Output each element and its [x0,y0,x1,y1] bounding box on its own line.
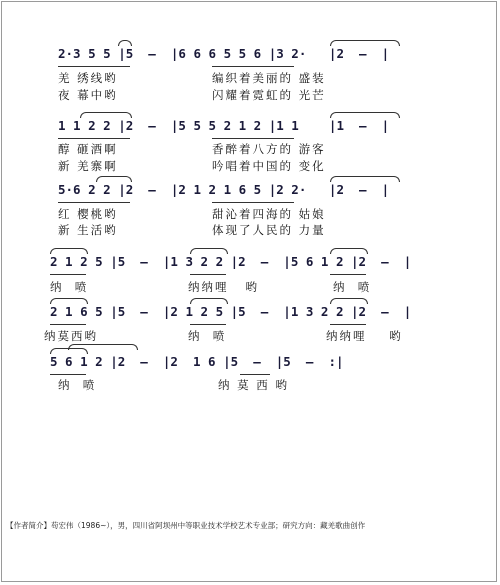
slur [330,248,368,254]
underline-beam [50,274,86,275]
lyric-line-2a-2: 香醉着八方的 游客 [212,142,326,156]
underline-beam [58,66,130,67]
notation-row-5: 2 1 6 5 |5 – |2 1 2 5 |5 – |1 3 2 2 |2 – | [50,304,412,319]
lyric-line-5-3: 纳纳哩 哟 [326,329,403,343]
lyric-line-2b: 新 羌寨啊 [58,159,118,173]
lyric-line-3a-2: 甜沁着四海的 姑娘 [212,207,326,221]
slur [80,112,132,118]
slur [118,40,132,46]
underline-beam [58,202,130,203]
slur [330,40,400,46]
lyric-line-2b-2: 吟唱着中国的 变化 [212,159,326,173]
underline-beam [212,66,294,67]
lyric-line-4-1: 纳 喷 [50,280,89,294]
slur [96,176,132,182]
slur [50,248,88,254]
lyric-line-6-1: 纳 喷 [58,378,97,392]
lyric-line-5-1: 纳莫西哟 [44,329,98,343]
underline-beam [240,374,270,375]
underline-beam [330,274,366,275]
slur [190,248,228,254]
lyric-line-1b-2: 闪耀着霓虹的 光芒 [212,88,326,102]
slur [190,298,228,304]
notation-row-4: 2 1 2 5 |5 – |1 3 2 2 |2 – |5 6 1 2 |2 – | [50,254,412,269]
lyric-line-4-2: 纳纳哩 哟 [188,280,259,294]
lyric-line-6-2: 纳 莫 西 哟 [218,378,289,392]
notation-row-2: 1 1 2 2 |2 – |5 5 5 2 1 2 |1 1 |1 – | [58,118,390,133]
notation-row-6: 5 6 1 2 |2 – |2 1 6 |5 – |5 – :| [50,354,344,369]
slur [330,298,368,304]
underline-beam [212,202,294,203]
lyric-line-4-3: 纳 喷 [333,280,372,294]
underline-beam [50,324,86,325]
slur [50,298,88,304]
slur [68,344,138,350]
underline-beam [212,138,294,139]
underline-beam [190,324,226,325]
underline-beam [58,138,130,139]
lyric-line-3b: 新 生活哟 [58,223,118,237]
author-note: 【作者简介】苟宏伟（1986~），男，四川省阿坝州中等职业技术学校艺术专业部；研究方向：藏羌歌曲创作 [6,521,366,530]
underline-beam [330,324,366,325]
lyric-line-3a: 红 樱桃哟 [58,207,118,221]
lyric-line-5-2: 纳 喷 [188,329,227,343]
notation-row-3: 5·6 2 2 |2 – |2 1 2 1 6 5 |2 2· |2 – | [58,182,390,197]
slur [330,176,400,182]
notation-row-1: 2·3 5 5 |5 – |6 6 6 5 5 6 |3 2· |2 – | [58,46,390,61]
lyric-line-3b-2: 体现了人民的 力量 [212,223,326,237]
slur [330,112,400,118]
lyric-line-1a-2: 编织着美丽的 盛装 [212,71,326,85]
underline-beam [190,274,226,275]
lyric-line-1a: 羌 绣线哟 [58,71,118,85]
lyric-line-1b: 夜 幕中哟 [58,88,118,102]
underline-beam [50,374,86,375]
lyric-line-2a: 醇 砸酒啊 [58,142,118,156]
